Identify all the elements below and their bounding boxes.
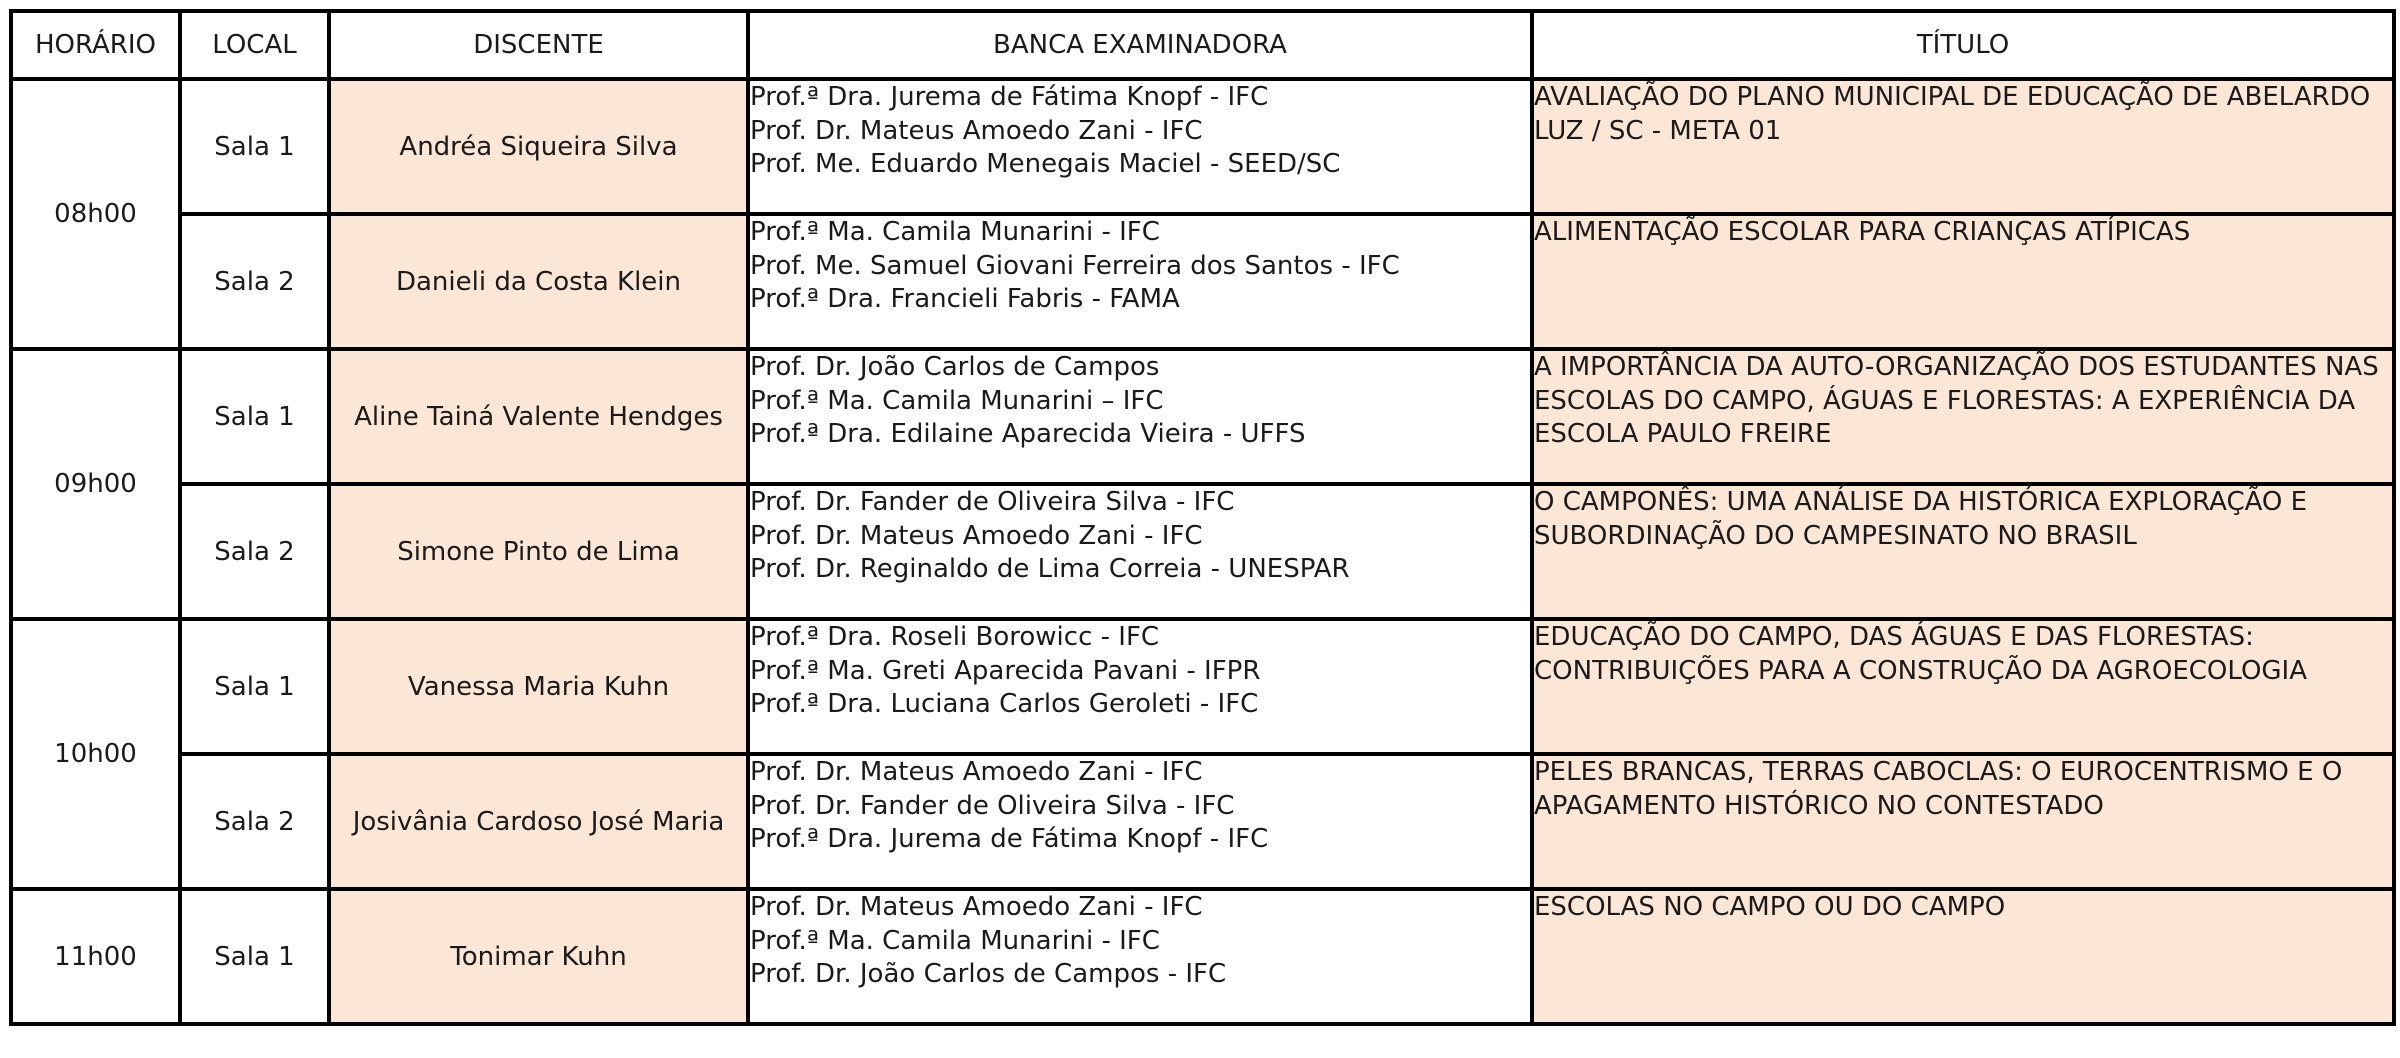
room-cell: Sala 1 bbox=[180, 889, 329, 1024]
time-cell: 09h00 bbox=[11, 349, 180, 619]
student-cell: Josivânia Cardoso José Maria bbox=[329, 754, 748, 889]
board-cell bbox=[748, 214, 1532, 349]
title-cell: PELES BRANCAS, TERRAS CABOCLAS: O EUROCENTRISMO E O APAGAMENTO HISTÓRICO NO CONTESTADO bbox=[1532, 754, 2394, 889]
board-member: Prof. Me. Samuel Giovani Ferreira dos Santos - IFC bbox=[750, 250, 1400, 281]
board-member: Prof. Dr. Mateus Amoedo Zani - IFC bbox=[750, 757, 1203, 787]
board-member: Prof. Dr. João Carlos de Campos - IFC bbox=[750, 959, 1227, 989]
time-cell: 08h00 bbox=[11, 79, 180, 349]
student-cell: Tonimar Kuhn bbox=[329, 889, 748, 1024]
table-row bbox=[11, 619, 2394, 754]
board-member: Prof. Dr. Mateus Amoedo Zani - IFC bbox=[750, 520, 1203, 551]
board-cell bbox=[748, 889, 1532, 1024]
header-local: LOCAL bbox=[180, 11, 329, 79]
table-row bbox=[11, 889, 2394, 1024]
student-cell: Andréa Siqueira Silva bbox=[329, 79, 748, 214]
board-member: Prof.ª Ma. Camila Munarini - IFC bbox=[750, 925, 1160, 956]
room-cell: Sala 2 bbox=[180, 214, 329, 349]
board-member: Prof. Dr. Mateus Amoedo Zani - IFC bbox=[750, 115, 1203, 146]
header-titulo: TÍTULO bbox=[1532, 11, 2394, 79]
header-banca: BANCA EXAMINADORA bbox=[748, 11, 1532, 79]
board-member: Prof.ª Ma. Camila Munarini – IFC bbox=[750, 385, 1164, 416]
title-cell: ALIMENTAÇÃO ESCOLAR PARA CRIANÇAS ATÍPICAS bbox=[1532, 214, 2394, 349]
board-member: Prof. Me. Eduardo Menegais Maciel - SEED/SC bbox=[750, 149, 1341, 179]
board-member: Prof. Dr. Fander de Oliveira Silva - IFC bbox=[750, 487, 1235, 517]
student-cell: Danieli da Costa Klein bbox=[329, 214, 748, 349]
board-cell bbox=[748, 484, 1532, 619]
room-cell: Sala 2 bbox=[180, 754, 329, 889]
title-cell: EDUCAÇÃO DO CAMPO, DAS ÁGUAS E DAS FLORESTAS: CONTRIBUIÇÕES PARA A CONSTRUÇÃO DA AGROECOLOGIA bbox=[1532, 619, 2394, 754]
room-cell: Sala 2 bbox=[180, 484, 329, 619]
title-cell: O CAMPONÊS: UMA ANÁLISE DA HISTÓRICA EXPLORAÇÃO E SUBORDINAÇÃO DO CAMPESINATO NO BRASIL bbox=[1532, 484, 2394, 619]
board-member: Prof. Dr. Fander de Oliveira Silva - IFC bbox=[750, 790, 1235, 821]
board-cell bbox=[748, 619, 1532, 754]
header-row bbox=[11, 11, 2394, 79]
board-cell bbox=[748, 79, 1532, 214]
time-cell: 10h00 bbox=[11, 619, 180, 889]
board-member: Prof.ª Dra. Jurema de Fátima Knopf - IFC bbox=[750, 824, 1269, 854]
room-cell: Sala 1 bbox=[180, 619, 329, 754]
board-member: Prof.ª Dra. Luciana Carlos Geroleti - IFC bbox=[750, 689, 1259, 719]
header-discente: DISCENTE bbox=[329, 11, 748, 79]
header-horario: HORÁRIO bbox=[11, 11, 180, 79]
table-row bbox=[11, 214, 2394, 349]
room-cell: Sala 1 bbox=[180, 79, 329, 214]
board-member: Prof.ª Dra. Jurema de Fátima Knopf - IFC bbox=[750, 82, 1269, 112]
student-cell: Aline Tainá Valente Hendges bbox=[329, 349, 748, 484]
board-member: Prof. Dr. Reginaldo de Lima Correia - UNESPAR bbox=[750, 554, 1350, 584]
time-cell: 11h00 bbox=[11, 889, 180, 1024]
title-cell: ESCOLAS NO CAMPO OU DO CAMPO bbox=[1532, 889, 2394, 1024]
board-member: Prof.ª Ma. Camila Munarini - IFC bbox=[750, 217, 1160, 247]
student-cell: Vanessa Maria Kuhn bbox=[329, 619, 748, 754]
board-member: Prof. Dr. João Carlos de Campos bbox=[750, 352, 1160, 382]
table-row bbox=[11, 349, 2394, 484]
room-cell: Sala 1 bbox=[180, 349, 329, 484]
board-member: Prof.ª Ma. Greti Aparecida Pavani - IFPR bbox=[750, 655, 1261, 686]
board-member: Prof. Dr. Mateus Amoedo Zani - IFC bbox=[750, 892, 1203, 922]
board-member: Prof.ª Dra. Edilaine Aparecida Vieira - UFFS bbox=[750, 419, 1306, 449]
table-row bbox=[11, 754, 2394, 889]
student-cell: Simone Pinto de Lima bbox=[329, 484, 748, 619]
board-member: Prof.ª Dra. Francieli Fabris - FAMA bbox=[750, 284, 1180, 314]
table-row bbox=[11, 484, 2394, 619]
board-member: Prof.ª Dra. Roseli Borowicc - IFC bbox=[750, 622, 1160, 652]
defense-schedule-table bbox=[9, 9, 2396, 1026]
title-cell: A IMPORTÂNCIA DA AUTO-ORGANIZAÇÃO DOS ESTUDANTES NAS ESCOLAS DO CAMPO, ÁGUAS E FLORESTAS: A EXPERIÊNCIA DA ESCOLA PAULO FREIRE bbox=[1532, 349, 2394, 484]
board-cell bbox=[748, 754, 1532, 889]
board-cell bbox=[748, 349, 1532, 484]
table-row bbox=[11, 79, 2394, 214]
title-cell: AVALIAÇÃO DO PLANO MUNICIPAL DE EDUCAÇÃO DE ABELARDO LUZ / SC - META 01 bbox=[1532, 79, 2394, 214]
